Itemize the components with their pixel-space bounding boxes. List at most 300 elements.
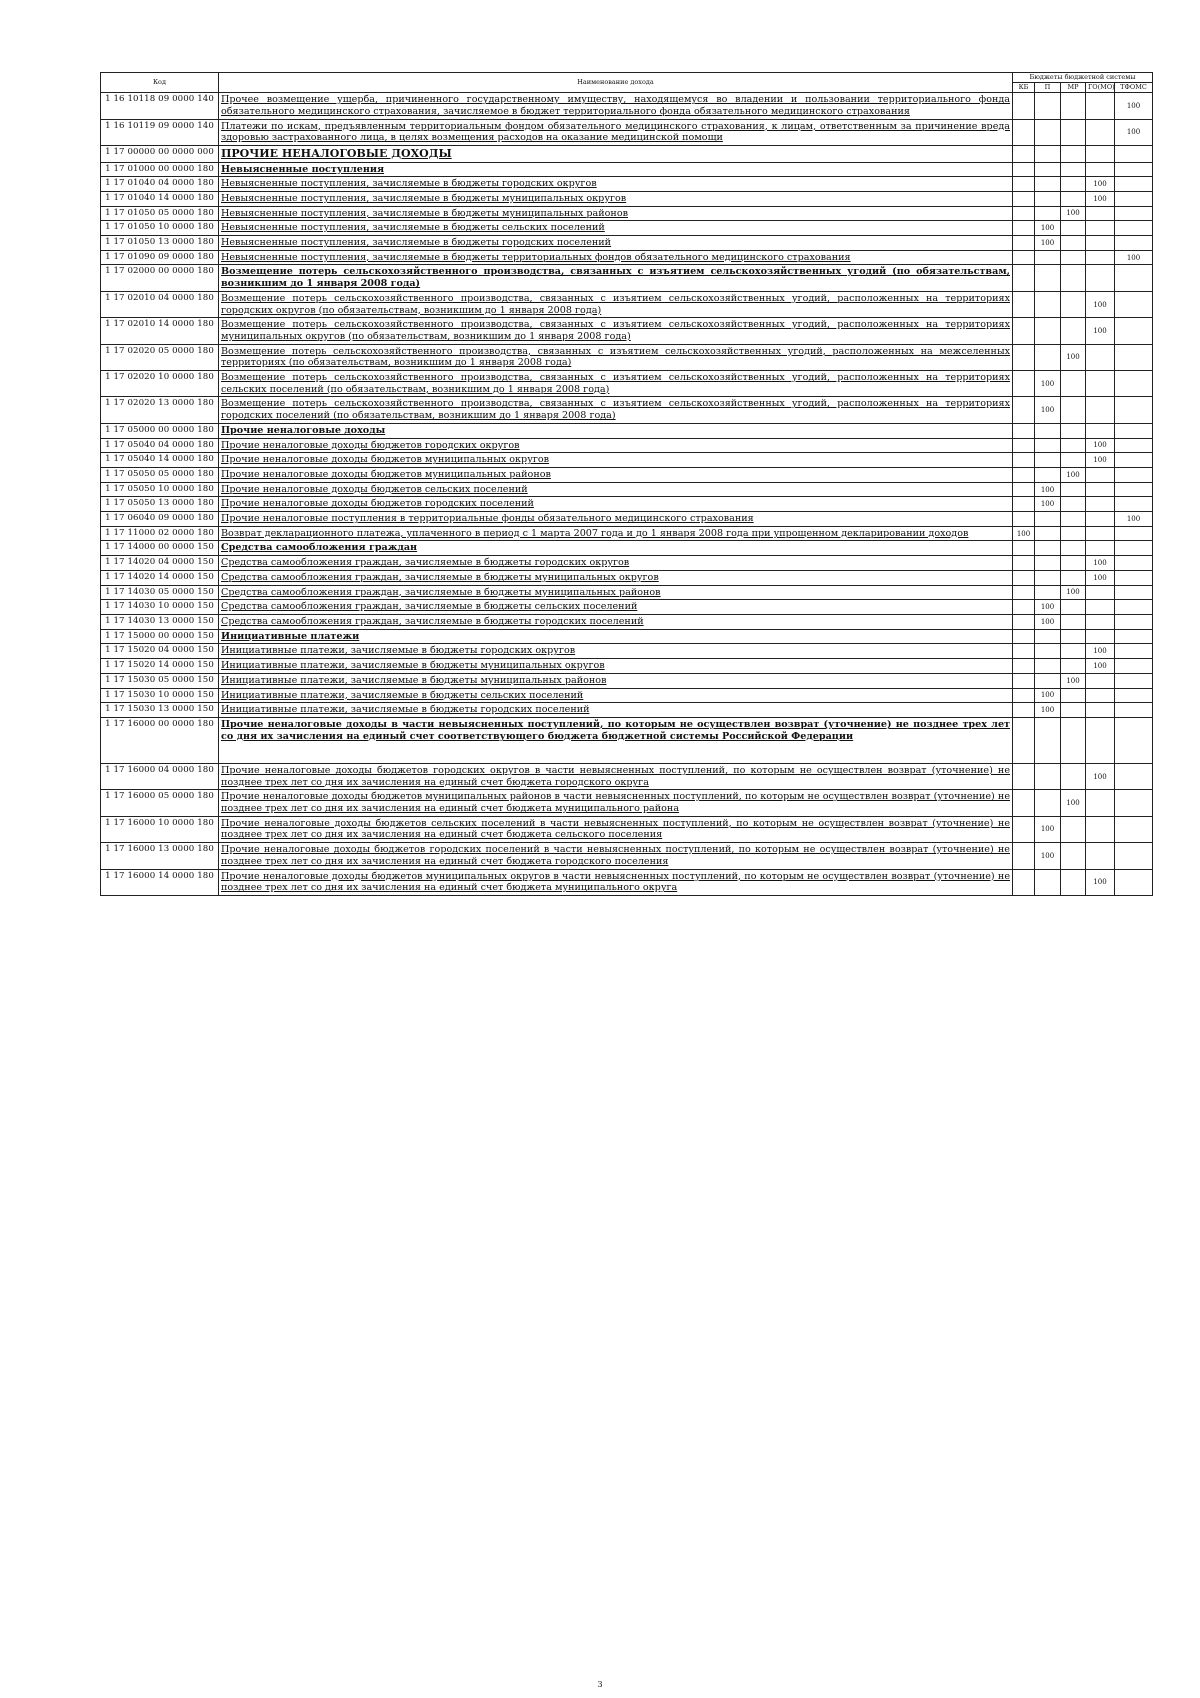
row-value-kb [1013, 570, 1035, 585]
row-value-go: 100 [1086, 869, 1115, 895]
row-code: 1 17 06040 09 0000 180 [101, 512, 219, 527]
table-row [101, 423, 1153, 438]
row-code: 1 17 00000 00 0000 000 [101, 146, 219, 162]
row-value-tfoms [1115, 763, 1153, 789]
table-row [101, 497, 1153, 512]
row-value-kb [1013, 453, 1035, 468]
row-code: 1 17 02020 05 0000 180 [101, 344, 219, 370]
row-code: 1 17 15000 00 0000 150 [101, 629, 219, 644]
row-value-mr [1061, 869, 1086, 895]
row-value-tfoms [1115, 397, 1153, 423]
row-value-kb [1013, 93, 1035, 119]
row-value-go [1086, 497, 1115, 512]
row-value-tfoms [1115, 438, 1153, 453]
row-value-tfoms [1115, 816, 1153, 842]
row-value-tfoms [1115, 526, 1153, 541]
header-col-tfoms: ТФОМС [1115, 83, 1153, 93]
row-code: 1 17 14030 10 0000 150 [101, 600, 219, 615]
row-value-mr [1061, 236, 1086, 251]
table-row [101, 162, 1153, 177]
row-value-p: 100 [1035, 236, 1061, 251]
row-value-p [1035, 512, 1061, 527]
row-value-p: 100 [1035, 600, 1061, 615]
row-value-mr [1061, 688, 1086, 703]
row-value-go [1086, 600, 1115, 615]
row-name: Средства самообложения граждан, зачисляемые в бюджеты городских округов [219, 556, 1013, 571]
header-col-mr: МР [1061, 83, 1086, 93]
row-value-tfoms [1115, 453, 1153, 468]
row-value-go [1086, 790, 1115, 816]
row-value-mr [1061, 119, 1086, 145]
table-row [101, 265, 1153, 291]
row-value-tfoms [1115, 206, 1153, 221]
row-value-p: 100 [1035, 371, 1061, 397]
table-body [101, 93, 1153, 896]
row-value-go [1086, 467, 1115, 482]
row-value-tfoms [1115, 236, 1153, 251]
row-value-tfoms [1115, 177, 1153, 192]
row-name: Средства самообложения граждан, зачисляемые в бюджеты городских поселений [219, 615, 1013, 630]
row-code: 1 17 15030 10 0000 150 [101, 688, 219, 703]
row-value-tfoms [1115, 371, 1153, 397]
row-code: 1 17 14020 14 0000 150 [101, 570, 219, 585]
row-value-kb [1013, 438, 1035, 453]
row-value-kb [1013, 615, 1035, 630]
row-value-go [1086, 250, 1115, 265]
row-value-tfoms [1115, 673, 1153, 688]
row-value-tfoms [1115, 467, 1153, 482]
row-value-go [1086, 162, 1115, 177]
row-name: Средства самообложения граждан [219, 541, 1013, 556]
row-value-go: 100 [1086, 453, 1115, 468]
row-value-go [1086, 423, 1115, 438]
row-value-mr: 100 [1061, 344, 1086, 370]
row-value-mr: 100 [1061, 467, 1086, 482]
table-row [101, 673, 1153, 688]
page-number: 3 [597, 1680, 603, 1689]
row-value-kb [1013, 162, 1035, 177]
row-value-p [1035, 629, 1061, 644]
row-value-kb [1013, 843, 1035, 869]
row-value-kb [1013, 816, 1035, 842]
row-name: Средства самообложения граждан, зачисляемые в бюджеты муниципальных округов [219, 570, 1013, 585]
row-value-go [1086, 482, 1115, 497]
row-value-kb [1013, 600, 1035, 615]
row-value-kb [1013, 629, 1035, 644]
row-value-p: 100 [1035, 703, 1061, 718]
row-value-mr [1061, 371, 1086, 397]
row-value-go [1086, 585, 1115, 600]
row-value-go: 100 [1086, 177, 1115, 192]
row-value-p: 100 [1035, 482, 1061, 497]
row-value-p [1035, 869, 1061, 895]
row-name: Возмещение потерь сельскохозяйственного производства, связанных с изъятием сельскохозяйственных угодий, расположенных на межселенных территориях (по обязательствам, возникшим до 1 января 2008 года) [219, 344, 1013, 370]
row-value-go [1086, 703, 1115, 718]
row-value-kb [1013, 236, 1035, 251]
row-name: Прочие неналоговые поступления в территориальные фонды обязательного медицинского страхования [219, 512, 1013, 527]
row-code: 1 17 05050 13 0000 180 [101, 497, 219, 512]
row-value-p [1035, 206, 1061, 221]
row-value-go: 100 [1086, 659, 1115, 674]
row-value-tfoms: 100 [1115, 93, 1153, 119]
row-code: 1 17 16000 00 0000 180 [101, 717, 219, 763]
row-value-go: 100 [1086, 556, 1115, 571]
row-value-kb [1013, 177, 1035, 192]
row-name: Невыясненные поступления, зачисляемые в бюджеты городских округов [219, 177, 1013, 192]
row-value-p [1035, 763, 1061, 789]
row-value-mr [1061, 526, 1086, 541]
row-code: 1 17 14000 00 0000 150 [101, 541, 219, 556]
row-value-p [1035, 585, 1061, 600]
row-value-tfoms [1115, 790, 1153, 816]
row-name: Инициативные платежи [219, 629, 1013, 644]
row-code: 1 17 16000 14 0000 180 [101, 869, 219, 895]
row-value-mr [1061, 541, 1086, 556]
row-value-tfoms [1115, 600, 1153, 615]
row-value-go [1086, 221, 1115, 236]
row-value-tfoms [1115, 318, 1153, 344]
row-name: Возврат декларационного платежа, уплаченного в период с 1 марта 2007 года и до 1 января 2008 года при упрощенном декларировании доходов [219, 526, 1013, 541]
row-code: 1 17 05050 05 0000 180 [101, 467, 219, 482]
row-value-kb [1013, 790, 1035, 816]
row-name: Прочие неналоговые доходы бюджетов городских поселений в части невыясненных поступлений, по которым не осуществлен возврат (уточнение) не позднее трех лет со дня их зачисления на единый счет бюджета городского поселения [219, 843, 1013, 869]
row-name: Прочие неналоговые доходы бюджетов сельских поселений [219, 482, 1013, 497]
row-value-p [1035, 146, 1061, 162]
table-row [101, 615, 1153, 630]
table-row [101, 291, 1153, 317]
row-value-tfoms [1115, 629, 1153, 644]
row-value-mr [1061, 423, 1086, 438]
table-row [101, 482, 1153, 497]
row-code: 1 17 02020 13 0000 180 [101, 397, 219, 423]
row-name: Инициативные платежи, зачисляемые в бюджеты муниципальных районов [219, 673, 1013, 688]
row-value-p [1035, 162, 1061, 177]
row-value-go [1086, 93, 1115, 119]
table-row [101, 585, 1153, 600]
row-value-tfoms [1115, 717, 1153, 763]
table-row [101, 119, 1153, 145]
row-value-p [1035, 344, 1061, 370]
row-value-kb [1013, 688, 1035, 703]
row-name: Прочее возмещение ущерба, причиненного государственному имуществу, находящемуся во владении и пользовании территориального фонда обязательного медицинского страхования, зачисляемое в бюджет территориального фонда обязательного медицинского страхования [219, 93, 1013, 119]
row-value-go [1086, 265, 1115, 291]
header-name: Наименование дохода [219, 73, 1013, 93]
row-value-mr [1061, 600, 1086, 615]
row-value-p [1035, 467, 1061, 482]
row-value-kb [1013, 265, 1035, 291]
row-value-p [1035, 318, 1061, 344]
row-code: 1 17 15030 13 0000 150 [101, 703, 219, 718]
row-value-tfoms [1115, 221, 1153, 236]
row-value-kb [1013, 585, 1035, 600]
row-name: Прочие неналоговые доходы бюджетов городских поселений [219, 497, 1013, 512]
row-name: Возмещение потерь сельскохозяйственного производства, связанных с изъятием сельскохозяйственных угодий, расположенных на территориях сельских поселений (по обязательствам, возникшим до 1 января 2008 года) [219, 371, 1013, 397]
row-value-go [1086, 688, 1115, 703]
table-row [101, 438, 1153, 453]
row-value-kb [1013, 397, 1035, 423]
row-value-go [1086, 344, 1115, 370]
table-row [101, 397, 1153, 423]
table-row [101, 93, 1153, 119]
header-col-kb: КБ [1013, 83, 1035, 93]
row-code: 1 17 05040 14 0000 180 [101, 453, 219, 468]
row-name: Средства самообложения граждан, зачисляемые в бюджеты сельских поселений [219, 600, 1013, 615]
row-code: 1 17 14030 05 0000 150 [101, 585, 219, 600]
row-value-go: 100 [1086, 291, 1115, 317]
row-value-tfoms [1115, 703, 1153, 718]
row-value-mr [1061, 763, 1086, 789]
row-value-mr [1061, 453, 1086, 468]
row-value-mr [1061, 629, 1086, 644]
row-value-kb [1013, 717, 1035, 763]
row-value-mr [1061, 191, 1086, 206]
row-value-tfoms [1115, 570, 1153, 585]
table-row [101, 763, 1153, 789]
row-value-go [1086, 615, 1115, 630]
table-row [101, 371, 1153, 397]
header-code: Код [101, 73, 219, 93]
row-name: Невыясненные поступления, зачисляемые в бюджеты городских поселений [219, 236, 1013, 251]
row-value-tfoms [1115, 482, 1153, 497]
row-name: ПРОЧИЕ НЕНАЛОГОВЫЕ ДОХОДЫ [219, 146, 1013, 162]
table-row [101, 644, 1153, 659]
row-name: Инициативные платежи, зачисляемые в бюджеты городских поселений [219, 703, 1013, 718]
row-value-p: 100 [1035, 843, 1061, 869]
table-row [101, 556, 1153, 571]
row-value-mr [1061, 318, 1086, 344]
row-value-kb [1013, 371, 1035, 397]
table-row [101, 191, 1153, 206]
row-code: 1 17 02020 10 0000 180 [101, 371, 219, 397]
row-value-go [1086, 541, 1115, 556]
row-value-go: 100 [1086, 763, 1115, 789]
revenue-codes-table [100, 72, 1153, 896]
row-value-tfoms: 100 [1115, 119, 1153, 145]
table-row [101, 453, 1153, 468]
row-value-p: 100 [1035, 221, 1061, 236]
row-value-p [1035, 438, 1061, 453]
row-value-mr [1061, 644, 1086, 659]
row-value-go: 100 [1086, 191, 1115, 206]
row-code: 1 17 16000 04 0000 180 [101, 763, 219, 789]
table-row [101, 869, 1153, 895]
header-budgets: Бюджеты бюджетной системы [1013, 73, 1153, 83]
row-code: 1 17 15030 05 0000 150 [101, 673, 219, 688]
row-value-mr [1061, 497, 1086, 512]
row-name: Платежи по искам, предъявленным территориальным фондом обязательного медицинского страхования, к лицам, ответственным за причинение вреда здоровью застрахованного лица, в целях возмещения расходов на оказание медицинской помощи [219, 119, 1013, 145]
table-row [101, 843, 1153, 869]
row-value-tfoms [1115, 291, 1153, 317]
row-code: 1 17 05040 04 0000 180 [101, 438, 219, 453]
row-name: Невыясненные поступления, зачисляемые в бюджеты муниципальных районов [219, 206, 1013, 221]
row-value-mr [1061, 512, 1086, 527]
row-value-tfoms [1115, 146, 1153, 162]
row-value-mr [1061, 615, 1086, 630]
row-value-kb [1013, 146, 1035, 162]
row-value-kb [1013, 119, 1035, 145]
row-value-p [1035, 250, 1061, 265]
row-value-p: 100 [1035, 397, 1061, 423]
row-code: 1 17 16000 13 0000 180 [101, 843, 219, 869]
row-value-mr [1061, 162, 1086, 177]
row-value-tfoms [1115, 688, 1153, 703]
row-value-kb [1013, 291, 1035, 317]
revenue-table-sheet [100, 72, 1152, 896]
row-value-go [1086, 717, 1115, 763]
row-value-p [1035, 644, 1061, 659]
row-value-kb: 100 [1013, 526, 1035, 541]
row-value-kb [1013, 556, 1035, 571]
table-row [101, 344, 1153, 370]
row-value-tfoms [1115, 541, 1153, 556]
table-row [101, 250, 1153, 265]
row-name: Прочие неналоговые доходы бюджетов муниципальных районов в части невыясненных поступлений, по которым не осуществлен возврат (уточнение) не позднее трех лет со дня их зачисления на единый счет бюджета муниципального района [219, 790, 1013, 816]
row-name: Невыясненные поступления, зачисляемые в бюджеты сельских поселений [219, 221, 1013, 236]
row-value-tfoms [1115, 615, 1153, 630]
row-name: Невыясненные поступления [219, 162, 1013, 177]
row-value-p [1035, 659, 1061, 674]
row-value-go: 100 [1086, 570, 1115, 585]
row-code: 1 17 02010 14 0000 180 [101, 318, 219, 344]
row-value-p [1035, 423, 1061, 438]
row-value-p [1035, 93, 1061, 119]
row-name: Прочие неналоговые доходы в части невыясненных поступлений, по которым не осуществлен возврат (уточнение) не позднее трех лет со дня их зачисления на единый счет соответствующего бюджета бюджетной системы Российской Федерации [219, 717, 1013, 763]
row-code: 1 17 01050 10 0000 180 [101, 221, 219, 236]
row-name: Прочие неналоговые доходы бюджетов сельских поселений в части невыясненных поступлений, по которым не осуществлен возврат (уточнение) не позднее трех лет со дня их зачисления на единый счет бюджета сельского поселения [219, 816, 1013, 842]
row-value-kb [1013, 869, 1035, 895]
row-value-kb [1013, 206, 1035, 221]
row-value-p [1035, 453, 1061, 468]
row-name: Возмещение потерь сельскохозяйственного производства, связанных с изъятием сельскохозяйственных угодий, расположенных на территориях городских округов (по обязательствам, возникшим до 1 января 2008 года) [219, 291, 1013, 317]
row-code: 1 17 15020 04 0000 150 [101, 644, 219, 659]
row-value-go [1086, 206, 1115, 221]
header-col-go: ГО(МО) [1086, 83, 1115, 93]
row-value-tfoms [1115, 869, 1153, 895]
row-name: Прочие неналоговые доходы бюджетов муниципальных районов [219, 467, 1013, 482]
row-code: 1 17 05000 00 0000 180 [101, 423, 219, 438]
row-value-mr [1061, 93, 1086, 119]
row-value-mr [1061, 438, 1086, 453]
row-value-mr [1061, 146, 1086, 162]
row-value-mr [1061, 816, 1086, 842]
table-row [101, 221, 1153, 236]
row-value-p [1035, 673, 1061, 688]
table-row [101, 629, 1153, 644]
row-code: 1 16 10118 09 0000 140 [101, 93, 219, 119]
row-name: Инициативные платежи, зачисляемые в бюджеты городских округов [219, 644, 1013, 659]
row-value-mr [1061, 703, 1086, 718]
row-name: Возмещение потерь сельскохозяйственного производства, связанных с изъятием сельскохозяйственных угодий, расположенных на территориях муниципальных округов (по обязательствам, возникшим до 1 января 2008 года) [219, 318, 1013, 344]
row-value-kb [1013, 703, 1035, 718]
row-value-kb [1013, 467, 1035, 482]
row-code: 1 17 14020 04 0000 150 [101, 556, 219, 571]
table-row [101, 512, 1153, 527]
table-row [101, 570, 1153, 585]
row-value-mr [1061, 570, 1086, 585]
row-value-p [1035, 191, 1061, 206]
table-row [101, 467, 1153, 482]
row-value-mr [1061, 221, 1086, 236]
row-code: 1 17 01050 13 0000 180 [101, 236, 219, 251]
row-value-p [1035, 556, 1061, 571]
row-value-tfoms: 100 [1115, 512, 1153, 527]
row-code: 1 16 10119 09 0000 140 [101, 119, 219, 145]
table-row [101, 541, 1153, 556]
row-name: Прочие неналоговые доходы бюджетов муниципальных округов в части невыясненных поступлений, по которым не осуществлен возврат (уточнение) не позднее трех лет со дня их зачисления на единый счет бюджета муниципального округа [219, 869, 1013, 895]
row-value-p [1035, 119, 1061, 145]
row-value-p [1035, 570, 1061, 585]
row-value-tfoms [1115, 162, 1153, 177]
row-value-tfoms [1115, 843, 1153, 869]
row-value-p: 100 [1035, 688, 1061, 703]
row-value-tfoms [1115, 659, 1153, 674]
row-name: Инициативные платежи, зачисляемые в бюджеты сельских поселений [219, 688, 1013, 703]
row-value-kb [1013, 344, 1035, 370]
row-value-tfoms [1115, 556, 1153, 571]
row-value-kb [1013, 250, 1035, 265]
row-value-go [1086, 816, 1115, 842]
row-value-mr [1061, 250, 1086, 265]
row-value-go [1086, 146, 1115, 162]
row-code: 1 17 02010 04 0000 180 [101, 291, 219, 317]
row-value-kb [1013, 221, 1035, 236]
table-row [101, 526, 1153, 541]
table-row [101, 318, 1153, 344]
row-value-kb [1013, 541, 1035, 556]
row-value-go: 100 [1086, 318, 1115, 344]
table-row [101, 600, 1153, 615]
row-value-go [1086, 371, 1115, 397]
row-value-go [1086, 629, 1115, 644]
row-value-kb [1013, 763, 1035, 789]
row-name: Возмещение потерь сельскохозяйственного производства, связанных с изъятием сельскохозяйственных угодий (по обязательствам, возникшим до 1 января 2008 года) [219, 265, 1013, 291]
row-code: 1 17 16000 10 0000 180 [101, 816, 219, 842]
row-value-tfoms [1115, 644, 1153, 659]
row-value-mr: 100 [1061, 206, 1086, 221]
row-value-mr: 100 [1061, 790, 1086, 816]
row-name: Прочие неналоговые доходы бюджетов городских округов в части невыясненных поступлений, по которым не осуществлен возврат (уточнение) не позднее трех лет со дня их зачисления на единый счет бюджета городского округа [219, 763, 1013, 789]
row-value-mr [1061, 291, 1086, 317]
row-code: 1 17 01090 09 0000 180 [101, 250, 219, 265]
row-value-p: 100 [1035, 615, 1061, 630]
row-value-go [1086, 236, 1115, 251]
row-name: Невыясненные поступления, зачисляемые в бюджеты муниципальных округов [219, 191, 1013, 206]
row-code: 1 17 15020 14 0000 150 [101, 659, 219, 674]
row-value-tfoms [1115, 265, 1153, 291]
row-value-mr [1061, 659, 1086, 674]
table-row [101, 146, 1153, 162]
row-value-mr [1061, 265, 1086, 291]
row-value-go [1086, 397, 1115, 423]
row-value-mr [1061, 556, 1086, 571]
row-value-p [1035, 541, 1061, 556]
table-row [101, 236, 1153, 251]
row-value-kb [1013, 318, 1035, 344]
row-value-kb [1013, 512, 1035, 527]
table-header-row [101, 73, 1153, 83]
row-code: 1 17 01000 00 0000 180 [101, 162, 219, 177]
row-name: Невыясненные поступления, зачисляемые в бюджеты территориальных фондов обязательного медицинского страхования [219, 250, 1013, 265]
row-code: 1 17 02000 00 0000 180 [101, 265, 219, 291]
row-value-kb [1013, 644, 1035, 659]
row-value-kb [1013, 497, 1035, 512]
row-value-kb [1013, 659, 1035, 674]
row-value-mr [1061, 397, 1086, 423]
row-name: Средства самообложения граждан, зачисляемые в бюджеты муниципальных районов [219, 585, 1013, 600]
row-value-go: 100 [1086, 644, 1115, 659]
row-value-p: 100 [1035, 497, 1061, 512]
row-value-mr [1061, 843, 1086, 869]
